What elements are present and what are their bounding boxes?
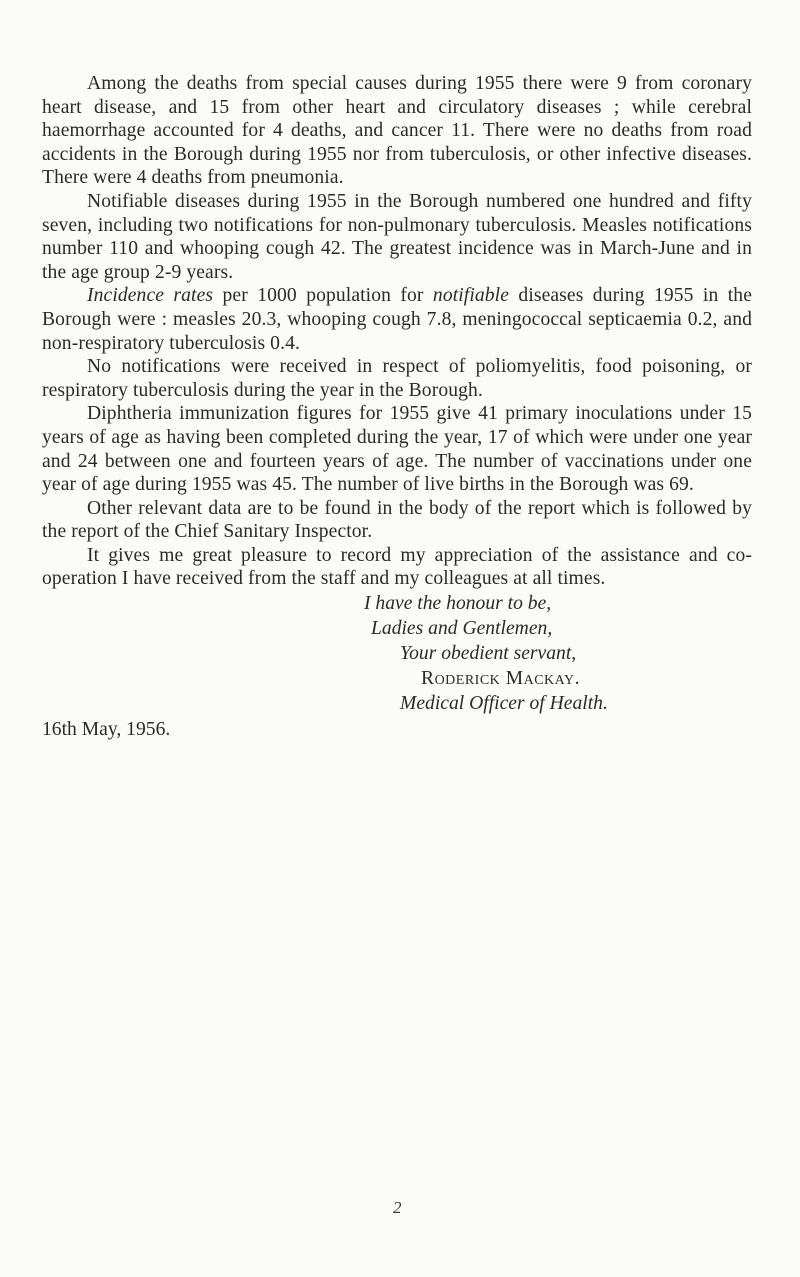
closing-servant-line: Your obedient servant, <box>400 643 577 665</box>
incidence-rates-heading: Incidence rates <box>87 285 214 307</box>
closing-salutation-line: Ladies and Gentlemen, <box>371 618 553 640</box>
notifiable-emphasis: notifiable <box>432 285 510 307</box>
incidence-text-b: diseases during 1955 in the Borough were : measles 20.3, whooping cough 7.8, meningococcal septicaemia 0.2, and non-respiratory tuberculosis 0.4. <box>42 285 752 354</box>
signatory-title: Medical Officer of Health. <box>400 693 608 715</box>
incidence-text-a: per 1000 population for <box>213 285 433 307</box>
report-date: 16th May, 1956. <box>42 719 171 741</box>
paragraph-appreciation: It gives me great pleasure to record my appreciation of the assistance and co-operation I have received from the staff and my colleagues at all times. <box>42 544 752 590</box>
closing-honour-line: I have the honour to be, <box>364 593 552 615</box>
paragraph-no-notifications: No notifications were received in respect of poliomyelitis, food poisoning, or respiratory tuberculosis during the year in the Borough. <box>42 356 752 401</box>
letter-closing <box>364 591 752 716</box>
paragraph-special-causes: Among the deaths from special causes during 1955 there were 9 from coronary heart disease, and 15 from other heart and circulatory diseases ; while cerebral haemorrhage accounted for 4 deaths, and cancer 11. There were no deaths from road accidents in the Borough during 1955 nor from tuberculosis, or other infective diseases. There were 4 deaths from pneumonia. <box>42 73 752 189</box>
report-page <box>42 72 752 742</box>
paragraph-incidence-rates <box>42 284 752 355</box>
paragraph-notifiable-diseases: Notifiable diseases during 1955 in the Borough numbered one hundred and fifty seven, including two notifications for non-pulmonary tuberculosis. Measles notifications number 110 and whooping cough 42. The greatest incidence was in March-June and in the age group 2-9 years. <box>42 190 752 283</box>
paragraph-diphtheria: Diphtheria immunization figures for 1955 give 41 primary inoculations under 15 years of age as having been completed during the year, 17 of which were under one year and 24 between one and fourteen years of age. The number of vaccinations under one year of age during 1955 was 45. The number of live births in the Borough was 69. <box>42 403 752 496</box>
page-number: 2 <box>393 1198 402 1217</box>
signatory-name: Roderick Mackay. <box>421 668 581 690</box>
paragraph-relevant-data: Other relevant data are to be found in the body of the report which is followed by the report of the Chief Sanitary Inspector. <box>42 497 752 543</box>
